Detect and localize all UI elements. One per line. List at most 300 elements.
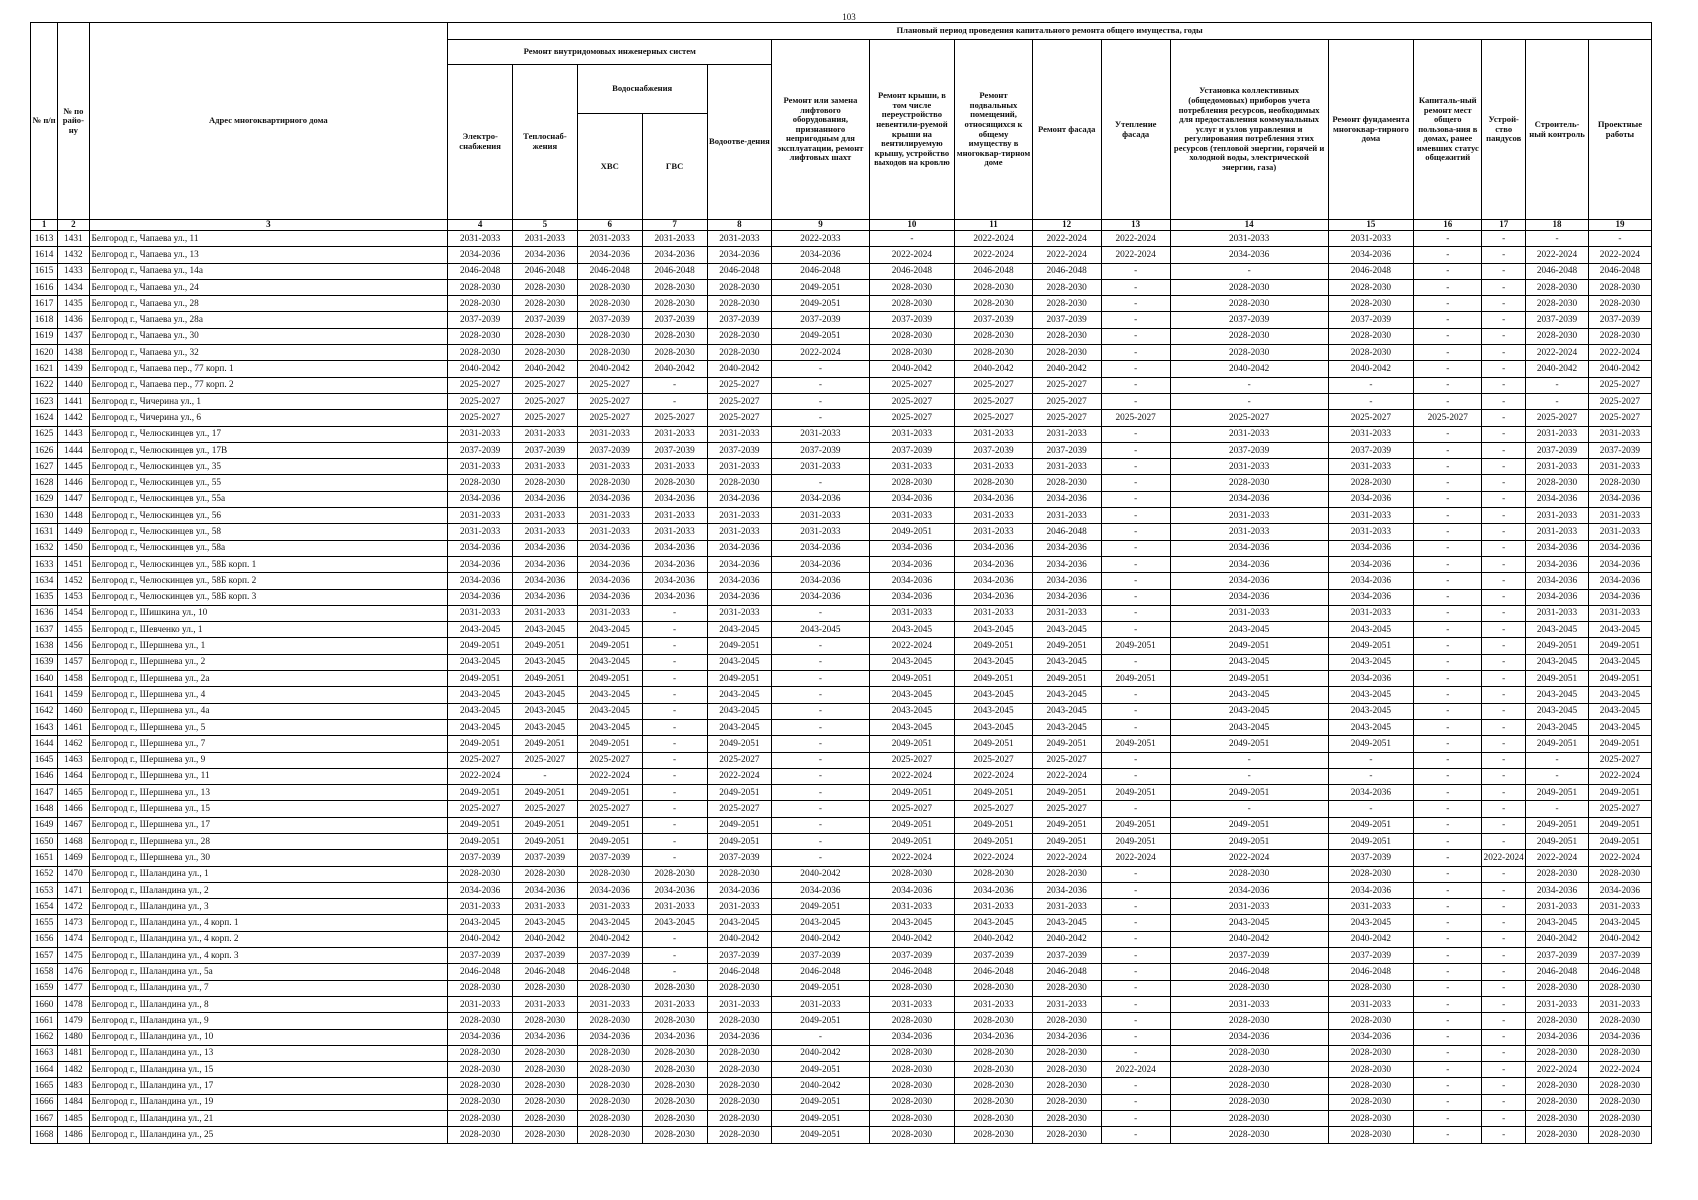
period-cell: - [1482, 442, 1526, 458]
period-cell: 2040-2042 [448, 931, 513, 947]
period-cell: - [1414, 1045, 1482, 1061]
row-number-cell: 1628 [31, 475, 58, 491]
period-cell: 2034-2036 [955, 540, 1032, 556]
period-cell: - [642, 817, 707, 833]
column-number: 4 [448, 220, 513, 231]
period-cell: 2031-2033 [577, 605, 642, 621]
period-cell: 2031-2033 [448, 459, 513, 475]
period-cell: 2022-2024 [1588, 345, 1651, 361]
period-cell: - [1101, 996, 1170, 1012]
period-cell: - [1414, 817, 1482, 833]
period-cell: 2028-2030 [448, 345, 513, 361]
period-cell: 2028-2030 [707, 980, 772, 996]
period-cell: 2049-2051 [448, 833, 513, 849]
period-cell: 2028-2030 [707, 1013, 772, 1029]
period-cell: - [1526, 377, 1589, 393]
address-cell: Белгород г., Чапаева ул., 13 [89, 247, 448, 263]
period-cell: 2028-2030 [513, 1013, 578, 1029]
period-cell: 2034-2036 [707, 589, 772, 605]
district-number-cell: 1434 [58, 279, 89, 295]
period-cell: 2043-2045 [1032, 703, 1101, 719]
period-cell: 2031-2033 [707, 426, 772, 442]
period-cell: - [772, 605, 869, 621]
period-cell: 2049-2051 [1526, 638, 1589, 654]
period-cell: 2049-2051 [1032, 785, 1101, 801]
period-cell: 2022-2024 [869, 247, 955, 263]
period-cell: 2031-2033 [1170, 508, 1328, 524]
period-cell: - [1170, 801, 1328, 817]
period-cell: 2040-2042 [772, 866, 869, 882]
period-cell: 2043-2045 [1170, 654, 1328, 670]
period-cell: 2037-2039 [448, 442, 513, 458]
period-cell: 2025-2027 [1588, 377, 1651, 393]
period-cell: 2043-2045 [448, 654, 513, 670]
period-cell: 2031-2033 [1526, 508, 1589, 524]
period-cell: 2046-2048 [707, 964, 772, 980]
period-cell: - [1482, 410, 1526, 426]
period-cell: 2025-2027 [1032, 801, 1101, 817]
period-cell: - [1482, 491, 1526, 507]
address-cell: Белгород г., Челюскинцев ул., 58Б корп. 3 [89, 589, 448, 605]
period-cell: 2028-2030 [869, 866, 955, 882]
district-number-cell: 1449 [58, 524, 89, 540]
period-cell: 2025-2027 [955, 801, 1032, 817]
period-cell: 2043-2045 [869, 687, 955, 703]
period-cell: 2049-2051 [955, 638, 1032, 654]
period-cell: - [1414, 589, 1482, 605]
period-cell: 2022-2033 [772, 231, 869, 247]
period-cell: 2031-2033 [513, 508, 578, 524]
period-cell: 2037-2039 [1526, 312, 1589, 328]
district-number-cell: 1474 [58, 931, 89, 947]
period-cell: 2028-2030 [1526, 296, 1589, 312]
period-cell: 2028-2030 [869, 1045, 955, 1061]
period-cell: - [1482, 1029, 1526, 1045]
period-cell: 2031-2033 [513, 459, 578, 475]
period-cell: 2037-2039 [448, 312, 513, 328]
period-cell: - [1482, 312, 1526, 328]
period-cell: 2034-2036 [513, 491, 578, 507]
period-cell: - [1101, 654, 1170, 670]
period-cell: 2025-2027 [513, 393, 578, 409]
period-cell: 2040-2042 [1526, 361, 1589, 377]
period-cell: - [1414, 850, 1482, 866]
district-number-cell: 1456 [58, 638, 89, 654]
period-cell: - [1414, 948, 1482, 964]
period-cell: 2049-2051 [1170, 671, 1328, 687]
district-number-cell: 1447 [58, 491, 89, 507]
period-cell: - [1482, 996, 1526, 1012]
period-cell: 2037-2039 [707, 948, 772, 964]
period-cell: - [642, 752, 707, 768]
period-cell: 2034-2036 [772, 556, 869, 572]
period-cell: 2028-2030 [1526, 1013, 1589, 1029]
address-cell: Белгород г., Шаландина ул., 1 [89, 866, 448, 882]
period-cell: - [1101, 719, 1170, 735]
period-cell: 2034-2036 [1588, 882, 1651, 898]
period-cell: 2022-2024 [1588, 768, 1651, 784]
period-cell: 2043-2045 [448, 687, 513, 703]
period-cell: 2034-2036 [1170, 247, 1328, 263]
row-number-cell: 1653 [31, 882, 58, 898]
period-cell: 2022-2024 [955, 768, 1032, 784]
district-number-cell: 1452 [58, 573, 89, 589]
period-cell: 2022-2024 [1032, 850, 1101, 866]
period-cell: 2031-2033 [1328, 996, 1414, 1012]
period-cell: - [1101, 1013, 1170, 1029]
district-number-cell: 1453 [58, 589, 89, 605]
period-cell: 2031-2033 [577, 426, 642, 442]
row-number-cell: 1650 [31, 833, 58, 849]
period-cell: 2049-2051 [707, 785, 772, 801]
district-number-cell: 1475 [58, 948, 89, 964]
period-cell: 2037-2039 [707, 850, 772, 866]
period-cell: 2028-2030 [1032, 279, 1101, 295]
address-cell: Белгород г., Шишкина ул., 10 [89, 605, 448, 621]
period-cell: 2049-2051 [1588, 638, 1651, 654]
row-number-cell: 1647 [31, 785, 58, 801]
electricity-header: Электро-снабжения [448, 65, 513, 220]
district-number-cell: 1471 [58, 882, 89, 898]
period-cell: 2031-2033 [448, 899, 513, 915]
period-cell: - [772, 752, 869, 768]
period-cell: 2031-2033 [1526, 996, 1589, 1012]
period-cell: 2034-2036 [1328, 785, 1414, 801]
period-cell: 2028-2030 [707, 1045, 772, 1061]
period-cell: 2043-2045 [577, 719, 642, 735]
period-cell: 2046-2048 [869, 263, 955, 279]
period-cell: 2031-2033 [577, 459, 642, 475]
period-cell: 2025-2027 [448, 752, 513, 768]
row-number-cell: 1623 [31, 393, 58, 409]
period-cell: 2031-2033 [1328, 524, 1414, 540]
table-row [31, 736, 1652, 752]
period-cell: 2043-2045 [642, 915, 707, 931]
period-cell: 2037-2039 [1588, 442, 1651, 458]
period-cell: 2031-2033 [642, 459, 707, 475]
period-cell: 2034-2036 [513, 573, 578, 589]
period-cell: 2043-2045 [707, 654, 772, 670]
period-cell: 2049-2051 [772, 980, 869, 996]
period-cell: 2040-2042 [1328, 931, 1414, 947]
period-cell: - [1482, 719, 1526, 735]
district-number-cell: 1448 [58, 508, 89, 524]
column-number: 9 [772, 220, 869, 231]
row-number-cell: 1664 [31, 1062, 58, 1078]
period-cell: 2025-2027 [707, 752, 772, 768]
period-cell: - [1414, 866, 1482, 882]
period-cell: 2040-2042 [707, 931, 772, 947]
period-cell: 2034-2036 [642, 491, 707, 507]
period-cell: 2034-2036 [1170, 573, 1328, 589]
period-cell: 2031-2033 [513, 524, 578, 540]
period-cell: 2034-2036 [513, 589, 578, 605]
period-cell: 2031-2033 [1170, 524, 1328, 540]
period-cell: - [772, 785, 869, 801]
table-body [31, 231, 1652, 1144]
period-cell: 2034-2036 [955, 1029, 1032, 1045]
period-cell: 2022-2024 [955, 231, 1032, 247]
period-cell: - [642, 833, 707, 849]
period-cell: - [1101, 393, 1170, 409]
period-cell: 2034-2036 [1032, 540, 1101, 556]
period-cell: 2025-2027 [869, 801, 955, 817]
period-cell: 2028-2030 [1588, 1045, 1651, 1061]
period-cell: 2037-2039 [1032, 442, 1101, 458]
period-cell: 2028-2030 [1588, 328, 1651, 344]
period-cell: - [1414, 654, 1482, 670]
address-cell: Белгород г., Шершнева ул., 4 [89, 687, 448, 703]
district-number-cell: 1451 [58, 556, 89, 572]
period-cell: 2025-2027 [513, 377, 578, 393]
period-cell: 2049-2051 [1526, 833, 1589, 849]
period-cell: - [1482, 1045, 1526, 1061]
period-cell: 2028-2030 [1032, 1062, 1101, 1078]
period-cell: 2043-2045 [513, 703, 578, 719]
period-cell: 2028-2030 [707, 345, 772, 361]
period-cell: - [1414, 312, 1482, 328]
address-cell: Белгород г., Шершнева ул., 2а [89, 671, 448, 687]
period-cell: 2034-2036 [577, 556, 642, 572]
table-row [31, 1013, 1652, 1029]
address-cell: Белгород г., Шаландина ул., 7 [89, 980, 448, 996]
period-cell: 2025-2027 [448, 410, 513, 426]
period-cell: - [1588, 231, 1651, 247]
period-cell: - [1482, 1078, 1526, 1094]
period-cell: - [1482, 508, 1526, 524]
period-cell: 2028-2030 [707, 1127, 772, 1143]
district-number-cell: 1458 [58, 671, 89, 687]
period-cell: - [1414, 524, 1482, 540]
district-number-cell: 1470 [58, 866, 89, 882]
period-cell: 2034-2036 [869, 491, 955, 507]
period-cell: 2049-2051 [1588, 671, 1651, 687]
table-header [31, 23, 1652, 231]
address-cell: Белгород г., Чапаева пер., 77 корп. 2 [89, 377, 448, 393]
period-cell: - [1101, 687, 1170, 703]
period-cell: 2049-2051 [772, 1111, 869, 1127]
table-row [31, 752, 1652, 768]
period-cell: - [1101, 361, 1170, 377]
period-cell: 2028-2030 [577, 328, 642, 344]
period-cell: 2040-2042 [448, 361, 513, 377]
period-cell: 2043-2045 [448, 703, 513, 719]
row-number-cell: 1618 [31, 312, 58, 328]
period-cell: 2025-2027 [1032, 393, 1101, 409]
district-number-cell: 1433 [58, 263, 89, 279]
period-cell: 2034-2036 [772, 573, 869, 589]
row-number-cell: 1645 [31, 752, 58, 768]
period-cell: 2028-2030 [955, 1078, 1032, 1094]
period-cell: 2034-2036 [448, 573, 513, 589]
period-cell: 2028-2030 [577, 1127, 642, 1143]
table-row [31, 328, 1652, 344]
period-cell: 2043-2045 [1170, 719, 1328, 735]
period-cell: 2043-2045 [448, 719, 513, 735]
period-cell: - [1482, 736, 1526, 752]
address-cell: Белгород г., Челюскинцев ул., 35 [89, 459, 448, 475]
planned-period-header: Плановый период проведения капитального ремонта общего имущества, годы [448, 23, 1652, 40]
period-cell: 2031-2033 [1328, 899, 1414, 915]
basement-header: Ремонт подвальных помещений, относящихся к общему имуществу в многоквар-тирном доме [955, 40, 1032, 220]
period-cell: 2031-2033 [1032, 605, 1101, 621]
period-cell: 2043-2045 [1328, 703, 1414, 719]
table-row [31, 622, 1652, 638]
period-cell: 2022-2024 [869, 768, 955, 784]
row-number-cell: 1621 [31, 361, 58, 377]
table-row [31, 996, 1652, 1012]
table-row [31, 964, 1652, 980]
period-cell: 2049-2051 [1101, 671, 1170, 687]
period-cell: - [1482, 931, 1526, 947]
period-cell: 2034-2036 [1328, 540, 1414, 556]
period-cell: 2031-2033 [869, 459, 955, 475]
period-cell: - [1414, 638, 1482, 654]
construction-control-header: Строитель-ный контроль [1526, 40, 1589, 220]
district-number-cell: 1436 [58, 312, 89, 328]
column-numbers-row [31, 220, 1652, 231]
address-cell: Белгород г., Шаландина ул., 4 корп. 1 [89, 915, 448, 931]
period-cell: 2028-2030 [1588, 1078, 1651, 1094]
period-cell: 2028-2030 [955, 1045, 1032, 1061]
period-cell: 2028-2030 [1170, 475, 1328, 491]
period-cell: 2028-2030 [1032, 1094, 1101, 1110]
period-cell: 2043-2045 [513, 719, 578, 735]
table-row [31, 1029, 1652, 1045]
period-cell: 2037-2039 [1328, 312, 1414, 328]
period-cell: - [1482, 426, 1526, 442]
column-number: 8 [707, 220, 772, 231]
period-cell: 2028-2030 [1170, 1062, 1328, 1078]
period-cell: 2028-2030 [1526, 1111, 1589, 1127]
district-number-cell: 1481 [58, 1045, 89, 1061]
address-cell: Белгород г., Чичерина ул., 6 [89, 410, 448, 426]
period-cell: 2028-2030 [448, 980, 513, 996]
table-row [31, 850, 1652, 866]
period-cell: 2031-2033 [1170, 996, 1328, 1012]
period-cell: - [1482, 524, 1526, 540]
period-cell: 2040-2042 [513, 361, 578, 377]
period-cell: 2028-2030 [577, 1094, 642, 1110]
period-cell: - [1101, 377, 1170, 393]
period-cell: 2028-2030 [1588, 1111, 1651, 1127]
period-cell: 2031-2033 [707, 996, 772, 1012]
period-cell: 2040-2042 [577, 361, 642, 377]
period-cell: 2031-2033 [577, 996, 642, 1012]
period-cell: - [1482, 393, 1526, 409]
period-cell: 2049-2051 [1032, 638, 1101, 654]
period-cell: 2025-2027 [707, 393, 772, 409]
period-cell: - [1526, 801, 1589, 817]
period-cell: - [1414, 1078, 1482, 1094]
period-cell: 2040-2042 [1588, 361, 1651, 377]
period-cell: - [1414, 1127, 1482, 1143]
period-cell: - [869, 231, 955, 247]
period-cell: 2040-2042 [772, 1045, 869, 1061]
district-number-cell: 1432 [58, 247, 89, 263]
period-cell: 2028-2030 [1328, 980, 1414, 996]
row-number-cell: 1651 [31, 850, 58, 866]
district-number-cell: 1435 [58, 296, 89, 312]
district-number-cell: 1444 [58, 442, 89, 458]
period-cell: 2028-2030 [577, 1013, 642, 1029]
period-cell: 2028-2030 [1588, 1127, 1651, 1143]
period-cell: 2031-2033 [955, 426, 1032, 442]
period-cell: 2028-2030 [642, 1045, 707, 1061]
period-cell: - [1328, 393, 1414, 409]
period-cell: - [772, 671, 869, 687]
period-cell: 2043-2045 [869, 915, 955, 931]
period-cell: 2034-2036 [1032, 882, 1101, 898]
period-cell: 2037-2039 [513, 850, 578, 866]
period-cell: - [1482, 377, 1526, 393]
period-cell: 2028-2030 [577, 1045, 642, 1061]
design-works-header: Проектные работы [1588, 40, 1651, 220]
period-cell: 2031-2033 [1526, 459, 1589, 475]
address-cell: Белгород г., Шершнева ул., 9 [89, 752, 448, 768]
period-cell: 2034-2036 [707, 1029, 772, 1045]
period-cell: 2034-2036 [1032, 1029, 1101, 1045]
period-cell: 2046-2048 [772, 263, 869, 279]
period-cell: 2043-2045 [513, 654, 578, 670]
ramps-header: Устрой-ство пандусов [1482, 40, 1526, 220]
table-row [31, 279, 1652, 295]
table-row [31, 524, 1652, 540]
period-cell: 2049-2051 [577, 785, 642, 801]
district-number-cell: 1446 [58, 475, 89, 491]
facade-header: Ремонт фасада [1032, 40, 1101, 220]
address-cell: Белгород г., Челюскинцев ул., 58Б корп. 1 [89, 556, 448, 572]
period-cell: 2022-2024 [1482, 850, 1526, 866]
period-cell: 2049-2051 [772, 1127, 869, 1143]
period-cell: 2028-2030 [955, 1013, 1032, 1029]
period-cell: - [642, 948, 707, 964]
period-cell: 2049-2051 [772, 1013, 869, 1029]
column-number: 14 [1170, 220, 1328, 231]
period-cell: 2028-2030 [1170, 1013, 1328, 1029]
period-cell: - [1101, 1029, 1170, 1045]
period-cell: 2028-2030 [955, 1094, 1032, 1110]
period-cell: 2043-2045 [772, 915, 869, 931]
period-cell: 2034-2036 [1328, 573, 1414, 589]
period-cell: 2049-2051 [1588, 736, 1651, 752]
period-cell: 2046-2048 [448, 964, 513, 980]
period-cell: 2046-2048 [869, 964, 955, 980]
address-cell: Белгород г., Шершнева ул., 1 [89, 638, 448, 654]
period-cell: 2043-2045 [1032, 687, 1101, 703]
period-cell: - [1482, 540, 1526, 556]
period-cell: 2025-2027 [448, 377, 513, 393]
period-cell: 2025-2027 [955, 410, 1032, 426]
row-number-cell: 1627 [31, 459, 58, 475]
period-cell: 2043-2045 [1526, 703, 1589, 719]
period-cell: 2028-2030 [1328, 475, 1414, 491]
period-cell: 2037-2039 [707, 312, 772, 328]
period-cell: 2028-2030 [642, 296, 707, 312]
period-cell: 2043-2045 [1526, 622, 1589, 638]
column-number: 16 [1414, 220, 1482, 231]
period-cell: - [1101, 475, 1170, 491]
period-cell: - [1482, 671, 1526, 687]
period-cell: 2028-2030 [1170, 296, 1328, 312]
period-cell: 2043-2045 [577, 687, 642, 703]
column-number: 19 [1588, 220, 1651, 231]
address-cell: Белгород г., Чапаева ул., 14а [89, 263, 448, 279]
district-number-cell: 1463 [58, 752, 89, 768]
period-cell: 2049-2051 [577, 638, 642, 654]
column-number: 12 [1032, 220, 1101, 231]
period-cell: 2043-2045 [955, 915, 1032, 931]
